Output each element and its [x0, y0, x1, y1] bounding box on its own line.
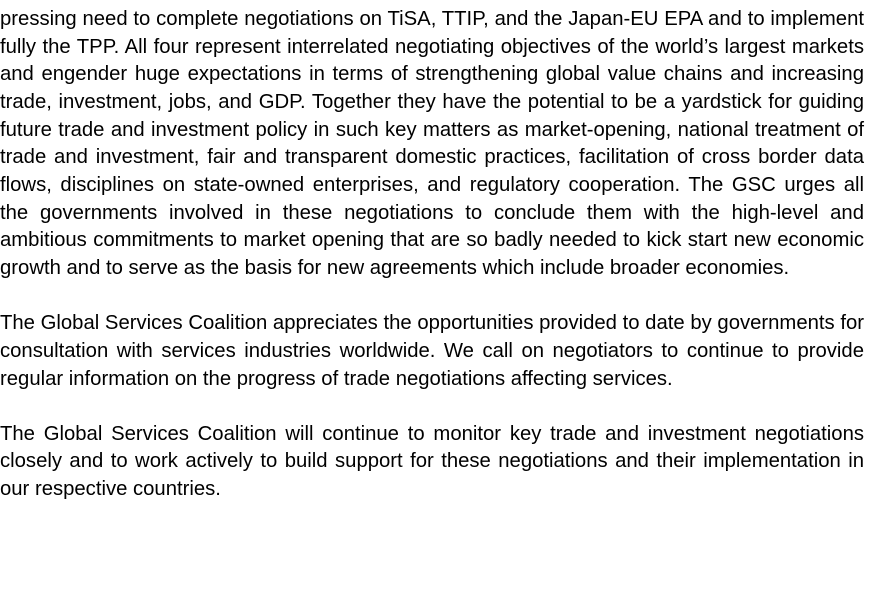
paragraph-spacer — [0, 283, 864, 311]
paragraph-consultation: The Global Services Coalition appreciates the opportunities provided to date by governments for consultation with services industries worldwide. We call on negotiators to continue to provide regular information on the progress of trade negotiations affecting services. — [0, 312, 864, 390]
paragraph-trade-negotiations: pressing need to complete negotiations on TiSA, TTIP, and the Japan-EU EPA and to implement fully the TPP. All four represent interrelated negotiating objectives of the world’s largest markets and engender huge expectations in terms of strengthening global value chains and increasing trade, investment, jobs, and GDP. Together they have the potential to be a yardstick for guiding future trade and investment policy in such key matters as market-opening, national treatment of trade and investment, fair and transparent domestic practices, facilitation of cross border data flows, disciplines on state-owned enterprises, and regulatory cooperation. The GSC urges all the governments involved in these negotiations to conclude them with the high-level and ambitious commitments to market opening that are so badly needed to kick start new economic growth and to serve as the basis for new agreements which include broader economies. — [0, 8, 864, 279]
paragraph-monitoring: The Global Services Coalition will continue to monitor key trade and investment negotiations closely and to work actively to build support for these negotiations and their implementation in our respective countries. — [0, 422, 864, 501]
paragraph-spacer — [0, 393, 864, 421]
document-body — [0, 6, 864, 504]
